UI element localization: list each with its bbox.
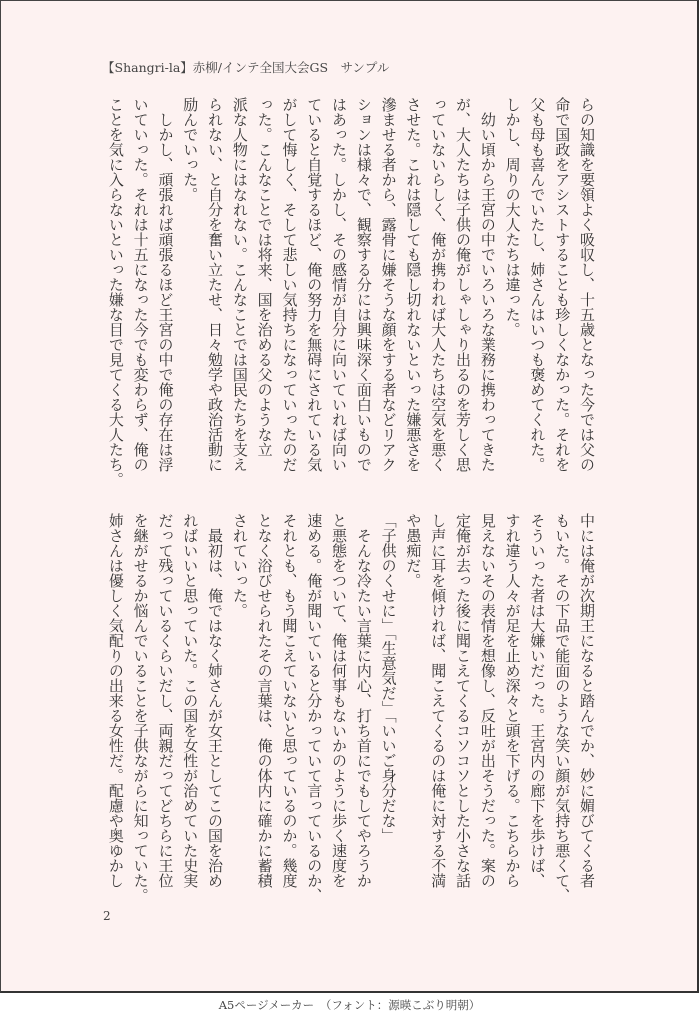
text-column: ことを気に入らないといった嫌な目で見てくる大人たち。 [106,97,125,487]
text-column: っていないらしく、俺が携われば大人たちは空気を悪く [429,97,448,472]
text-column: だって残っているくらいだし、両親だってどちらに王位 [156,513,175,888]
text-column: 定俺が去った後に聞こえてくるコソコソとした小さな話 [454,513,473,888]
text-column: 派な人物にはなれない。こんなことでは国民たちを支え [230,97,249,472]
text-column: 最初は、俺ではなく姉さんが女王としてこの国を治め [206,513,225,888]
text-column: 中には俺が次期王になると踏んでか、妙に媚びてくる者 [578,513,596,888]
upper-text-block [103,97,599,487]
text-column: すれ違う人々が足を止め深々と頭を下げる。こちらから [503,513,522,888]
text-column: いていった。それは十五になった今でも変わらず、俺の [131,97,150,472]
text-column: それとも、もう聞こえていないと思っているのか。幾度 [280,513,299,888]
text-column: しかし、周りの大人たちは違った。 [503,97,522,337]
text-column: 姉さんは優しく気配りの出来る女性だ。配慮や奥ゆかし [106,513,125,888]
text-column: そんな冷たい言葉に内心、打ち首にでもしてやろうか [354,513,373,888]
text-column: られない、と自分を奮い立たせ、日々勉学や政治活動に [206,97,225,472]
page-header: 【Shangri-la】赤柳/インテ全国大会GS サンプル [102,60,390,75]
text-column: った。こんなことでは将来、国を治める父のような立 [255,97,274,457]
lower-text-block [103,513,599,903]
page-number: 2 [103,909,111,923]
text-column: もいた。その下品で能面のような笑い顔が気持ち悪くて、 [553,513,572,903]
text-column: が、大人たちは子供の俺がしゃしゃり出るのを芳しく思 [454,97,473,472]
text-column: 父も母も喜んでいたし、姉さんはいつも褒めてくれた。 [528,97,547,472]
text-column: らの知識を要領よく吸収し、十五歳となった今では父の [578,97,596,472]
text-column: と悪態をついて、俺は何事もないかのように歩く速度を [330,513,349,888]
text-column: されていった。 [230,513,249,618]
text-column: がして悔しく、そして悲しい気持ちになっていったのだ [280,97,299,472]
text-column: し声に耳を傾ければ、聞こえてくるのは俺に対する不満 [429,513,448,888]
text-column: ションは様々で、観察する分には興味深く面白いもので [354,97,373,472]
text-column: ていると自覚するほど、俺の努力を無碍にされている気 [305,97,324,472]
text-column: となく浴びせられたその言葉は、俺の体内に確かに蓄積 [255,513,274,888]
text-column: 「子供のくせに」「生意気だ」「いいご身分だな」 [379,513,398,843]
text-column: 速める。俺が聞いていると分かっていて言っているのか、 [305,513,324,903]
text-column: しかし、頑張れば頑張るほど王宮の中で俺の存在は浮 [156,97,175,472]
text-column: 滲ませる者から、露骨に嫌そうな顔をする者などリアク [379,97,398,472]
text-column: 見えないその表情を想像し、反吐が出そうだった。案の [478,513,497,888]
text-column: 命で国政をアシストすることも珍しくなかった。それを [553,97,572,472]
text-column: や愚痴だ。 [404,513,423,588]
text-column: 幼い頃から王宮の中でいろいろな業務に携わってきた [478,97,497,472]
text-column: 励んでいった。 [181,97,200,202]
text-column: させた。これは隠しても隠し切れないといった嫌悪さを [404,97,423,472]
text-column: ればいいと思っていた。この国を女性が治めていた史実 [181,513,200,888]
footer-caption: A5ページメーカー （フォント：源暎こぶり明朝） [218,998,481,1012]
text-column: を継がせるか悩んでいることを子供ながらに知っていた。 [131,513,150,903]
text-column: はあった。しかし、その感情が自分に向いていれば向い [330,97,349,472]
text-column: そういった者は大嫌いだった。王宮内の廊下を歩けば、 [528,513,547,888]
